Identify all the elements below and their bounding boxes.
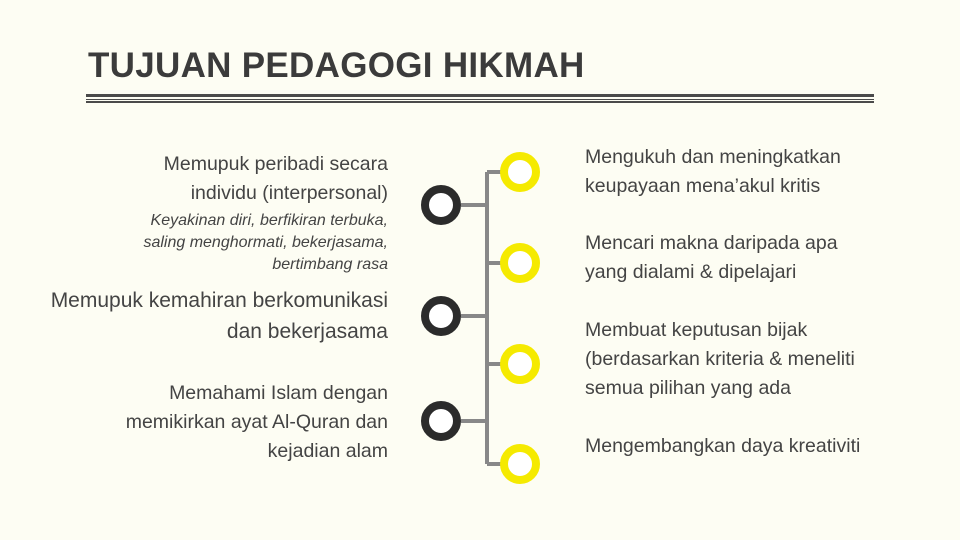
right-item-decision bbox=[585, 316, 855, 403]
right-item-line: Mengukuh dan meningkatkan bbox=[585, 146, 841, 168]
right-item-line: Mengembangkan daya kreativiti bbox=[585, 435, 861, 457]
yellow-circle-node bbox=[504, 348, 536, 380]
yellow-circle-node bbox=[504, 156, 536, 188]
dark-circle-node bbox=[425, 189, 457, 221]
dark-circle-node bbox=[425, 405, 457, 437]
right-item-critical-reasoning bbox=[585, 143, 841, 201]
right-item-line: (berdasarkan kriteria & meneliti bbox=[585, 348, 855, 370]
left-item-line: individu (interpersonal) bbox=[190, 182, 388, 204]
left-item-line: Keyakinan diri, berfikiran terbuka, bbox=[150, 212, 388, 229]
right-item-line: Membuat keputusan bijak bbox=[585, 319, 808, 341]
right-item-line: keupayaan mena’akul kritis bbox=[585, 175, 821, 197]
left-item-line: bertimbang rasa bbox=[272, 256, 388, 273]
left-item-line: saling menghormati, bekerjasama, bbox=[143, 234, 388, 251]
right-item-line: semua pilihan yang ada bbox=[585, 377, 791, 399]
left-item-line: memikirkan ayat Al-Quran dan bbox=[125, 411, 388, 433]
yellow-circle-node bbox=[504, 247, 536, 279]
right-item-creativity bbox=[585, 432, 860, 461]
right-item-line: Mencari makna daripada apa bbox=[585, 232, 838, 254]
left-item-line: dan bekerjasama bbox=[226, 320, 388, 343]
right-item-line: yang dialami & dipelajari bbox=[585, 261, 797, 283]
left-item-line: Memahami Islam dengan bbox=[169, 382, 388, 404]
yellow-circle-node bbox=[504, 448, 536, 480]
right-item-meaning bbox=[585, 229, 838, 287]
left-item-line: Memupuk peribadi secara bbox=[163, 153, 388, 175]
dark-circle-node bbox=[425, 300, 457, 332]
left-item-line: kejadian alam bbox=[267, 440, 388, 462]
left-item-line: Memupuk kemahiran berkomunikasi bbox=[50, 289, 388, 312]
page-title: TUJUAN PEDAGOGI HIKMAH bbox=[88, 46, 585, 85]
